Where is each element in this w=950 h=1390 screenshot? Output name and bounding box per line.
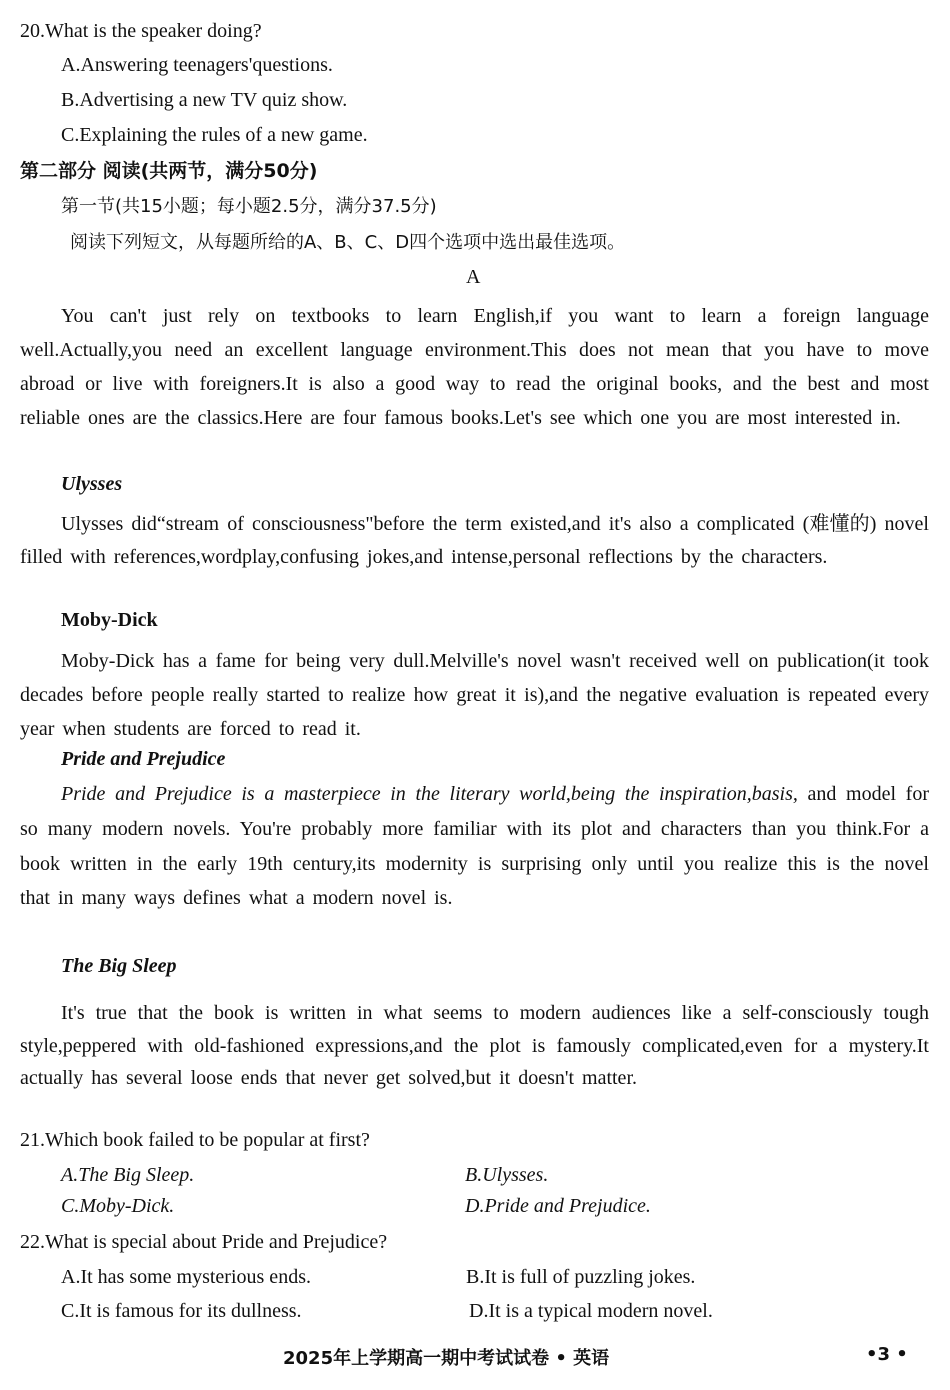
book-title-pride-and-prejudice: Pride and Prejudice — [61, 748, 226, 770]
question-20: 20.What is the speaker doing? — [20, 20, 262, 42]
book-title-the-big-sleep: The Big Sleep — [61, 955, 177, 977]
book-text-the-big-sleep: It's true that the book is written in what seems to modern audiences like a self-consciously tough style,peppered with old-fashioned expressions,and the plot is famously complicated,even for a mystery.It actually has several loose ends that never get solved,but it doesn't matter. — [20, 1002, 929, 1089]
q22-option-a: A.It has some mysterious ends. — [61, 1266, 311, 1288]
q22-option-d: D.It is a typical modern novel. — [469, 1300, 713, 1322]
book-text-ulysses: Ulysses did“stream of consciousness"before the term existed,and it's also a complicated (难懂的) novel filled with references,wordplay,confusing jokes,and intense,personal reflections by the characters. — [20, 513, 929, 568]
part-two-title: 第二部分 阅读(共两节，满分50分) — [20, 160, 318, 182]
pride-italic-lead: Pride and Prejudice is a masterpiece in the literary world,being the inspiration,basis, — [61, 783, 798, 805]
book-title-moby-dick: Moby-Dick — [61, 609, 158, 631]
q20-option-c: C.Explaining the rules of a new game. — [61, 124, 368, 146]
q20-option-a: A.Answering teenagers'questions. — [61, 54, 333, 76]
book-text-moby-dick: Moby-Dick has a fame for being very dull.Melville's novel wasn't received well on publication(it took decades before people really started to realize how great it is),and the negative evaluation is repeated every year when students are forced to read it. — [20, 650, 929, 740]
q21-option-d: D.Pride and Prejudice. — [465, 1195, 651, 1217]
question-22: 22.What is special about Pride and Prejudice? — [20, 1231, 388, 1253]
book-title-ulysses: Ulysses — [61, 473, 123, 495]
book-text-pride-and-prejudice — [20, 777, 929, 916]
q22-option-c: C.It is famous for its dullness. — [61, 1300, 302, 1322]
q20-option-b: B.Advertising a new TV quiz show. — [61, 89, 348, 111]
reading-instruction: 阅读下列短文，从每题所给的A、B、C、D四个选项中选出最佳选项。 — [70, 232, 626, 253]
page-number: •3 • — [866, 1344, 908, 1365]
exam-footer-title: 2025年上学期高一期中考试试卷 • 英语 — [283, 1348, 610, 1369]
pride-plain-text: and model for so many modern novels. You're probably more familiar with its plot and characters than you think.For a book written in the early 19th century,its modernity is surprising only until you realize this is the novel that in many ways defines what a modern novel is. — [20, 783, 929, 910]
passage-letter: A — [466, 266, 481, 288]
question-21: 21.Which book failed to be popular at first? — [20, 1129, 370, 1151]
q22-option-b: B.It is full of puzzling jokes. — [466, 1266, 696, 1288]
q21-option-b: B.Ulysses. — [465, 1164, 549, 1186]
q21-option-c: C.Moby-Dick. — [61, 1195, 175, 1217]
q21-option-a: A.The Big Sleep. — [61, 1164, 195, 1186]
passage-intro: You can't just rely on textbooks to learn English,if you want to learn a foreign language well.Actually,you need an excellent language environment.This does not mean that you have to move abroad or live with foreigners.It is also a good way to read the original books, and the best and most reliable ones are the classics.Here are four famous books.Let's see which one you are most interested in. — [20, 305, 929, 429]
section-one-title: 第一节(共15小题；每小题2.5分，满分37.5分) — [61, 196, 437, 217]
